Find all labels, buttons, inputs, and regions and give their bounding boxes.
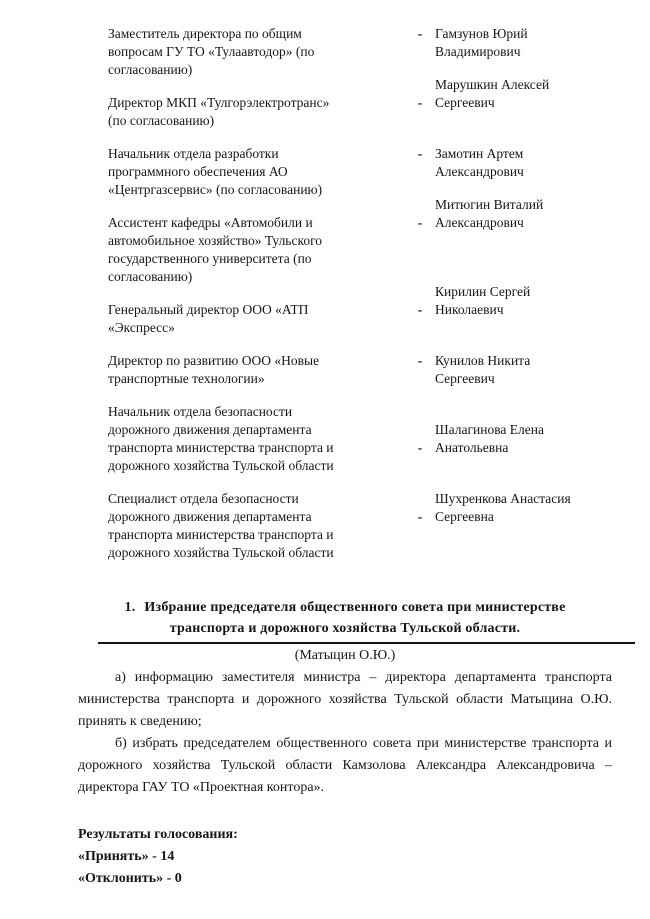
voting-results [78, 846, 612, 890]
member-name: Кирилин Сергей Николаевич [435, 284, 531, 317]
agenda-item-number: 1. [124, 600, 136, 615]
member-name: Кунилов Никита Сергеевич [435, 353, 531, 386]
member-name: Шалагинова Елена Анатольевна [435, 422, 544, 455]
member-dash: - [417, 440, 423, 455]
member-position: Директор по развитию ООО «Новые транспортные технологии» [108, 353, 320, 386]
member-name: Замотин Артем Александрович [435, 146, 524, 179]
member-position: Специалист отдела безопасности дорожного движения департамента транспорта министерства транспорта и дорожного хозяйства Тульской области [108, 491, 334, 560]
member-row [108, 403, 612, 475]
member-position: Начальник отдела разработки программного обеспечения АО «Центргазсервис» (по согласованию) [108, 146, 323, 197]
member-dash: - [417, 26, 423, 41]
member-position: Ассистент кафедры «Автомобили и автомобильное хозяйство» Тульского государственного университета (по согласованию) [108, 215, 323, 284]
member-position: Генеральный директор ООО «АТП «Экспресс» [108, 302, 309, 335]
member-row [108, 352, 612, 388]
member-row [108, 77, 612, 130]
resolution-paragraph-a: а) информацию заместителя министра – директора департамента транспорта министерства транспорта и дорожного хозяйства Тульской области Матыцина О.Ю. принять к сведению; [78, 670, 612, 729]
member-row [108, 284, 612, 337]
agenda-item-title [78, 597, 612, 639]
voting-results-label: Результаты голосования: [78, 827, 238, 842]
resolution-paragraph-b: б) избрать председателем общественного совета при министерстве транспорта и дорожного хозяйства Тульской области Камзолова Александра Александровича – директора ГАУ ТО «Проектная контора». [78, 736, 612, 795]
member-dash: - [417, 95, 423, 110]
members-list [108, 25, 612, 562]
member-name: Гамзунов Юрий Владимирович [435, 26, 528, 59]
member-position: Начальник отдела безопасности дорожного движения департамента транспорта министерства транспорта и дорожного хозяйства Тульской области [108, 404, 334, 473]
member-dash: - [417, 302, 423, 317]
member-name: Марушкин Алексей Сергеевич [435, 77, 550, 110]
member-dash: - [417, 215, 423, 230]
agenda-title-line-1: Избрание председателя общественного совета при министерстве [144, 600, 566, 615]
member-position: Заместитель директора по общим вопросам ГУ ТО «Тулаавтодор» (по согласованию) [108, 26, 315, 77]
member-position: Директор МКП «Тулгорэлектротранс» (по согласованию) [108, 95, 330, 128]
voting-result: «Принять» - 14 [78, 849, 175, 864]
voting-result: «Отклонить» - 0 [78, 871, 182, 886]
member-dash: - [417, 353, 423, 368]
member-row [108, 145, 612, 199]
member-name: Шухренкова Анастасия Сергеевна [435, 491, 571, 524]
member-row [108, 490, 612, 562]
separator-line [98, 642, 635, 644]
member-row [108, 25, 612, 79]
member-dash: - [417, 509, 423, 524]
member-dash: - [417, 146, 423, 161]
agenda-title-line-2: транспорта и дорожного хозяйства Тульской области. [169, 621, 521, 636]
member-row [108, 197, 612, 286]
agenda-section [78, 597, 612, 799]
agenda-speaker: (Матыцин О.Ю.) [294, 648, 396, 663]
member-name: Митюгин Виталий Александрович [435, 197, 544, 230]
voting-section [78, 824, 612, 890]
